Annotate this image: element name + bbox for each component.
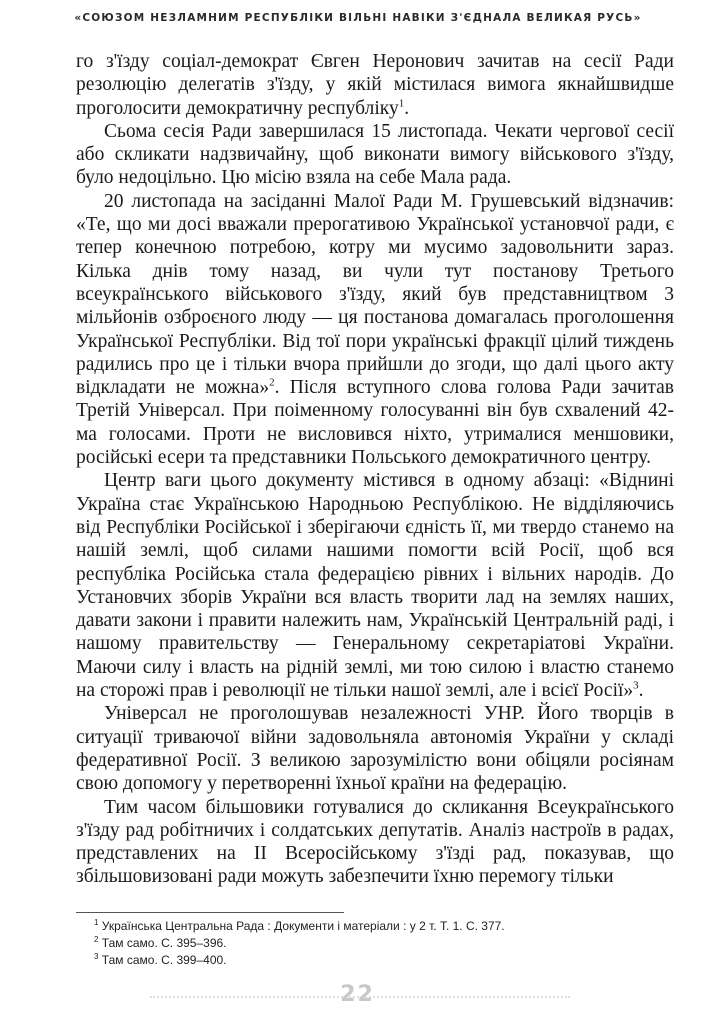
footnotes (94, 918, 654, 969)
paragraph-1-text: го з'їзду соціал-демократ Євген Неронович зачитав на сесії Ради резолюцію делегатів з'їзду, у якій містилася вимога якнайшвидше проголосити демократичну республіку (76, 51, 674, 119)
paragraph-3-quote: 20 листопада на засіданні Малої Ради М. Грушевський відзначив: «Те, що ми досі вважали прерогативою Української установчої ради, є тепер конечною потребою, котру ми мусимо задовольнити зараз. Кілька днів тому назад, ви чули тут постанову Третього всеукраїнського військового з'їзду, який був представництвом 3 мільйонів озброєного люду — ця постанова домагалась проголошення Української Республіки. Від тої пори українські фракції цілий тиждень радились про це і тільки вчора прийшли до згоди, що далі цього акту відкладати не можна» (76, 190, 674, 399)
paragraph-2: Сьома сесія Ради завершилася 15 листопада. Чекати чергової сесії або скликати надзвичайну, щоб виконати вимогу військового з'їзду, було недоцільно. Цю місію взяла на себе Мала рада. (76, 120, 674, 189)
footnote-1-text: Українська Центральна Рада : Документи і матеріали : у 2 т. Т. 1. С. 377. (101, 919, 505, 933)
footnote-3-text: Там само. С. 399–400. (101, 953, 227, 967)
footnote-2 (94, 935, 654, 952)
body-text (76, 50, 674, 889)
footnote-3-number: 3 (94, 952, 99, 961)
paragraph-3 (76, 190, 674, 470)
footnote-divider (76, 912, 344, 913)
paragraph-4: Центр ваги цього документу містився в одному абзаці: «Віднині Україна стає Українською Народньою Республікою. Не відділяючись від Республіки Російської і зберігаючи єдність її, ми твердо станемо на нашій землі, щоб силами нашими помогти всій Росії, щоб вся республіка Російська стала федерацією рівних і вільних народів. До Установчих зборів України вся власть творити лад на землях наших, давати закони і правити належить нам, Українській Центральній раді, і нашому правительству — Генеральному секретаріатові України. Маючи силу і власть на рідній землі, ми тою силою і властю станемо на сторожі прав і революції не тільки нашої землі, але і всієї Росії»$^3$. (76, 470, 674, 702)
footnote-ref-3: 3 (633, 679, 639, 692)
running-head: «СОЮЗОМ НЕЗЛАМНИМ РЕСПУБЛІКИ ВІЛЬНІ НАВІКИ З'ЄДНАЛА ВЕЛИКАЯ РУСЬ» (74, 12, 642, 24)
page-number: 22 (340, 982, 375, 1007)
footnote-ref-1: 1 (398, 97, 405, 110)
footnote-2-number: 2 (94, 935, 99, 944)
paragraph-4-text: Центр ваги цього документу містився в одному абзаці: «Віднині Україна стає Українською Народньою Республікою. Не відділяючись від Республіки Російської і зберігаючи єдність її, ми твердо станемо на нашій землі, щоб силами нашими помогти всій Росії, щоб вся республіка Російська стала федерацією рівних і вільних народів. До Установчих зборів України вся власть творити лад на землях наших, давати закони і правити належить нам, Українській Центральній раді, і нашому правительству — Генеральному секретаріатові України. Маючи силу і власть на рідній землі, ми тою силою і властю станемо на сторожі прав і революції не тільки нашої землі, але і всієї Росії» (76, 470, 674, 702)
footnote-2-text: Там само. С. 395–396. (101, 936, 227, 950)
paragraph-5: Універсал не проголошував незалежності УНР. Його творців в ситуації триваючої війни задовольняла автономія України у складі федеративної Росії. З великою зарозумілістю вони обіцяли росіянам свою допомогу у перетворенні їхньої країни на федерацію. (76, 703, 674, 795)
paragraph-3-text: . Після вступного слова голова Ради зачитав Третій Універсал. При поіменному голосуванні він був схвалений 42-ма голосами. Проти не висловився ніхто, утрималися меншовики, російські есери та представники Польського демократичного центру. (76, 377, 674, 469)
footnote-ref-2: 2 (269, 376, 275, 389)
paragraph-6: Тим часом більшовики готувалися до скликання Всеукраїнського з'їзду рад робітничих і солдатських депутатів. Аналіз настроїв в радах, представлених на II Всеросійському з'їзді рад, показував, що збільшовизовані ради можуть забезпечити їхню перемогу тільки (76, 796, 674, 888)
footnote-1 (94, 918, 654, 935)
footnote-1-number: 1 (94, 918, 99, 927)
footnote-3 (94, 952, 654, 969)
paragraph-1: го з'їзду соціал-демократ Євген Неронович зачитав на сесії Ради резолюцію делегатів з'їзду, у якій містилася вимога якнайшвидше проголосити демократичну республіку$^1$. (76, 51, 674, 119)
